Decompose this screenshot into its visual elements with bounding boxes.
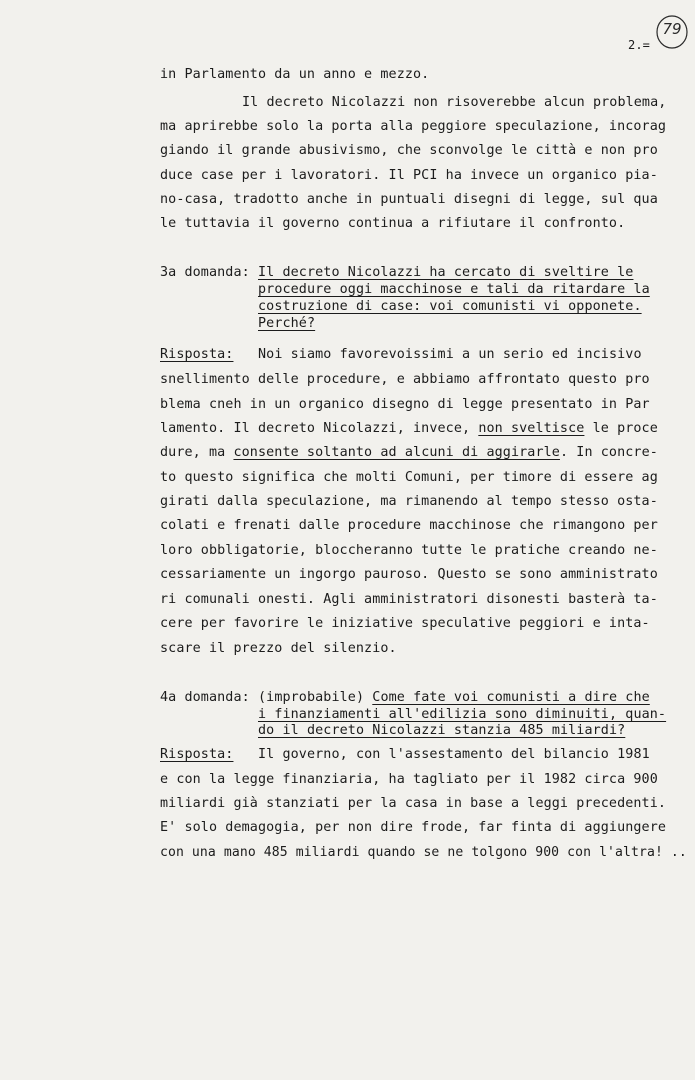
body-line: no-casa, tradotto anche in puntuali disegni di legge, sul qua bbox=[160, 192, 658, 207]
body-line: Il governo, con l'assestamento del bilancio 1981 bbox=[258, 747, 650, 762]
question-text: i finanziamenti all'edilizia sono diminuiti, quan- bbox=[258, 707, 667, 722]
answer-label: Risposta: bbox=[160, 347, 234, 362]
body-line: e con la legge finanziaria, ha tagliato per il 1982 circa 900 bbox=[160, 772, 658, 787]
body-line: to questo significa che molti Comuni, per timore di essere ag bbox=[160, 470, 658, 485]
body-line: cere per favorire le iniziative speculative peggiori e inta- bbox=[160, 616, 650, 631]
question-text: costruzione di case: voi comunisti vi opponete. bbox=[258, 299, 642, 314]
answer-label: Risposta: bbox=[160, 747, 234, 762]
body-line: scare il prezzo del silenzio. bbox=[160, 641, 397, 656]
body-line: giando il grande abusivismo, che sconvolge le città e non pro bbox=[160, 143, 658, 158]
body-line: colati e frenati dalle procedure macchinose che rimangono per bbox=[160, 518, 658, 533]
body-line: blema cneh in un organico disegno di legge presentato in Par bbox=[160, 397, 650, 412]
body-line: cessariamente un ingorgo pauroso. Questo se sono amministrato bbox=[160, 567, 658, 582]
body-line: in Parlamento da un anno e mezzo. bbox=[160, 67, 430, 82]
text-run: dure, ma bbox=[160, 445, 234, 460]
question-text bbox=[258, 690, 650, 706]
question-text: Perché? bbox=[258, 316, 316, 331]
text-run: lamento. Il decreto Nicolazzi, invece, bbox=[160, 421, 479, 436]
body-line: E' solo demagogia, per non dire frode, far finta di aggiungere bbox=[160, 820, 667, 835]
text-run: . In concre- bbox=[559, 445, 658, 460]
body-line: Il decreto Nicolazzi non risoverebbe alcun problema, bbox=[242, 95, 667, 110]
question-label: 3a domanda: bbox=[160, 265, 250, 280]
question-text: procedure oggi macchinose e tali da ritardare la bbox=[258, 282, 650, 297]
archive-number: 79 bbox=[662, 20, 682, 38]
body-line: con una mano 485 miliardi quando se ne tolgono 900 con l'altra! .. bbox=[160, 845, 687, 860]
body-line: loro obbligatorie, bloccheranno tutte le pratiche creando ne- bbox=[160, 543, 658, 558]
body-line: miliardi già stanziati per la casa in base a leggi precedenti. bbox=[160, 796, 667, 811]
body-line: duce case per i lavoratori. Il PCI ha invece un organico pia- bbox=[160, 168, 658, 183]
body-line: Noi siamo favorevoissimi a un serio ed incisivo bbox=[258, 347, 642, 362]
body-line: ma aprirebbe solo la porta alla peggiore speculazione, incorag bbox=[160, 119, 667, 134]
text-run: le proce bbox=[584, 421, 658, 436]
body-line: girati dalla speculazione, ma rimanendo al tempo stesso osta- bbox=[160, 494, 658, 509]
underlined-run: consente soltanto ad alcuni di aggirarle bbox=[233, 445, 560, 460]
body-line: ri comunali onesti. Agli amministratori disonesti basterà ta- bbox=[160, 592, 658, 607]
question-label: 4a domanda: bbox=[160, 690, 250, 705]
body-line: snellimento delle procedure, e abbiamo affrontato questo pro bbox=[160, 372, 650, 387]
underlined-run: non sveltisce bbox=[478, 421, 585, 436]
body-line bbox=[160, 445, 658, 461]
body-line: le tuttavia il governo continua a rifiutare il confronto. bbox=[160, 216, 626, 231]
body-line bbox=[160, 421, 658, 437]
underlined-run: Come fate voi comunisti a dire che bbox=[372, 690, 650, 705]
page-number: 2.= bbox=[628, 38, 650, 52]
text-run: (improbabile) bbox=[258, 690, 373, 705]
question-text: Il decreto Nicolazzi ha cercato di sveltire le bbox=[258, 265, 634, 280]
question-text: do il decreto Nicolazzi stanzia 485 miliardi? bbox=[258, 723, 626, 738]
archive-stamp bbox=[654, 14, 690, 50]
